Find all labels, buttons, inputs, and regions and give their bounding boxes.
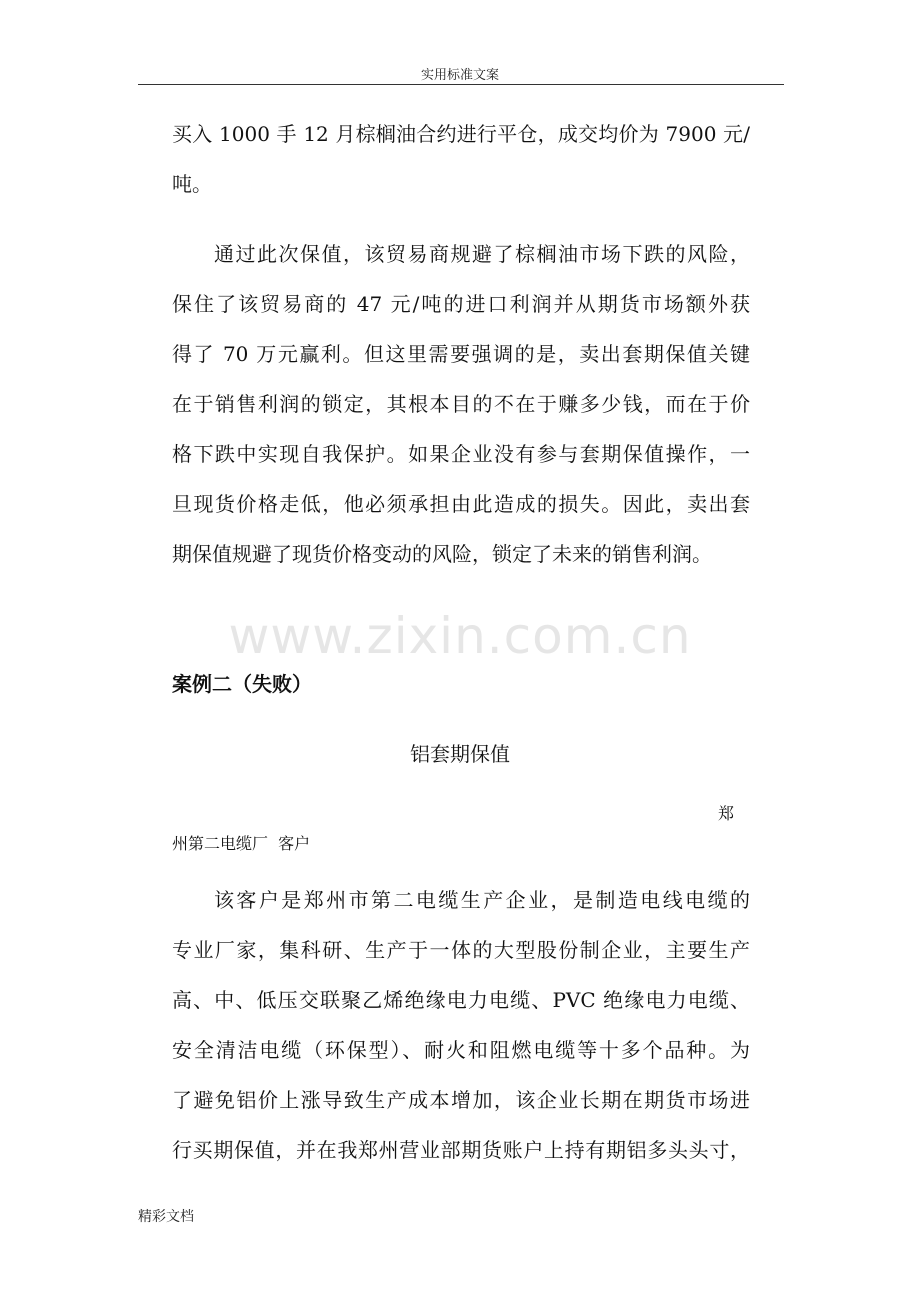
paragraph-line: 通过此次保值，该贸易商规避了棕榈油市场下跌的风险，	[214, 242, 750, 266]
page-header: 实用标准文案	[420, 68, 499, 83]
paragraph-line: 安全清洁电缆（环保型）、耐火和阻燃电缆等十多个品种。为	[172, 1038, 750, 1062]
paragraph-line: 吨。	[172, 172, 212, 196]
paragraph-line: 买入 1000 手 12 月棕榈油合约进行平仓，成交均价为 7900 元/	[172, 122, 750, 146]
paragraph-line: 在于销售利润的锁定，其根本目的不在于赚多少钱，而在于价	[172, 392, 750, 416]
author-line-rest: 州第二电缆厂 客户	[172, 834, 311, 853]
paragraph-line: 格下跌中实现自我保护。如果企业没有参与套期保值操作，一	[172, 442, 750, 466]
paragraph-line: 了避免铝价上涨导致生产成本增加，该企业长期在期货市场进	[172, 1088, 750, 1112]
header-divider	[138, 84, 784, 85]
paragraph-line: 保住了该贸易商的 47 元/吨的进口利润并从期货市场额外获	[172, 292, 750, 316]
case-heading: 案例二（失败）	[172, 672, 312, 696]
watermark: www.zixin.com.cn	[228, 607, 692, 665]
paragraph-line: 该客户是郑州市第二电缆生产企业，是制造电线电缆的	[214, 888, 750, 912]
case-title: 铝套期保值	[410, 742, 510, 766]
paragraph-line: 得了 70 万元赢利。但这里需要强调的是，卖出套期保值关键	[172, 342, 750, 366]
author-line-start: 郑	[718, 804, 735, 823]
paragraph-line: 行买期保值，并在我郑州营业部期货账户上持有期铝多头头寸，	[172, 1138, 750, 1162]
paragraph-line: 期保值规避了现货价格变动的风险，锁定了未来的销售利润。	[172, 542, 712, 566]
paragraph-line: 高、中、低压交联聚乙烯绝缘电力电缆、PVC 绝缘电力电缆、	[172, 988, 750, 1012]
paragraph-line: 专业厂家，集科研、生产于一体的大型股份制企业，主要生产	[172, 938, 750, 962]
page-footer: 精彩文档	[138, 1209, 194, 1225]
paragraph-line: 旦现货价格走低，他必须承担由此造成的损失。因此，卖出套	[172, 492, 750, 516]
